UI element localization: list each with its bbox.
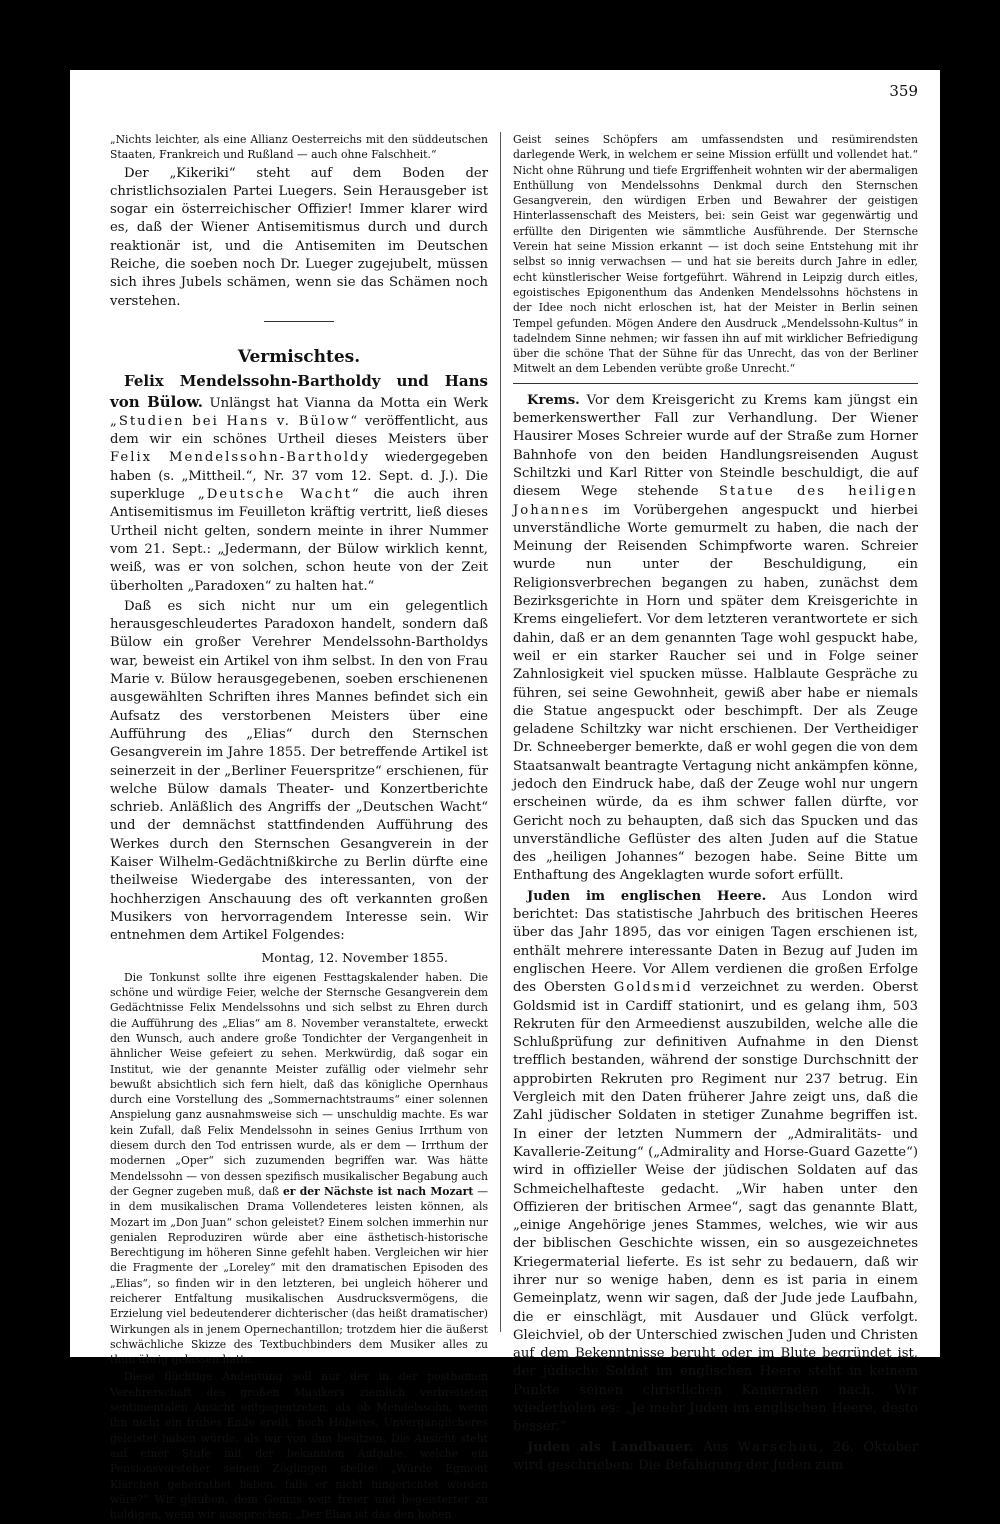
article-separator [513,383,918,384]
buelow-quote-2: Diese flüchtige Andeutung soll nur der in der posthumen Verehrerschaft des großen Musikers ziemlich verbreiteten sentimentalen Ansicht entgegentreten, als ob Mendelssohn, wenn ihn nicht ein frühes Ende ereilt, noch Höheres, Unvergänglicheres geleistet haben würde, als wir von ihm besitzen. Die Ansicht steht auf einer Stufe mit der bekannten Aufgabe, welche ein Pensionsvorsteher seinen Zöglingen stellte: „Würde Egmont Klärchen geheirathet haben, falls er nicht hingerichtet worden wäre?“ Wir glauben, dem Genius weit freier und begeisterter zu huldigen, wenn wir aussprechen: „Der Elias ist das den hohen [110,1370,488,1522]
quote-date: Montag, 12. November 1855. [261,950,448,966]
kikeriki-paragraph: Der „Kikeriki“ steht auf dem Boden der christlichsozialen Partei Luegers. Sein Herausgeber ist sogar ein österreichischer Offizier! Immer klarer wird es, daß der Wiener Antisemitismus durch und durch reaktionär ist, und die Antisemiten im Deutschen Reiche, die soeben noch Dr. Lueger zugejubelt, müssen sich ihres Jubels schämen, wenn sie das Schämen noch verstehen. [110,165,488,309]
article-title-heere: Juden im englischen Heere. [527,888,767,904]
buelow-quote-1: Die Tonkunst sollte ihre eigenen Festtagskalender haben. Die schöne und würdige Feier, welche der Sternsche Gesangverein dem Gedächtnisse Felix Mendelssohns und sich selbst zu Ehren durch die Aufführung des „Elias“ am 8. November veranstaltete, erweckt den Wunsch, auch andere große Tondichter der Vergangenheit in ähnlicher Weise gefeiert zu sehen. Merkwürdig, daß sogar ein Institut, wie der genannte Meister zufällig oder vielmehr sehr bewußt absichtlich sich fern hielt, daß das königliche Opernhaus durch eine Vorstellung des „Sommernachtstraums“ einer solennen Anspielung ganz ausnahmsweise sich — unschuldig machte. Es war kein Zufall, daß Felix Mendelssohn in seines Genius Irrthum von diesem durch den Tod entrissen wurde, als er dem — Irrthum der modernen „Oper“ sich zuzumenden begriffen war. Was hätte Mendelssohn — von dessen spezifisch musikalischer Begabung auch der Gegner zugeben muß, daß er der Nächste ist nach Mozart — in dem musikalischen Drama Vollendeteres leisten können, als Mozart im „Don Juan“ schon geleistet? Einem solchen immerhin nur genialen Reproduziren würde aber eine ästhetisch-historische Berechtigung im höheren Sinne gefehlt haben. Vergleichen wir hier die Fragmente der „Loreley“ mit den dramatischen Episoden des „Elias“, so finden wir in den letzteren, bei ungleich höherer und reicherer Entfaltung musikalischen Ausdrucksvermögens, die Erzielung viel bedeutenderer dichterischer (das heißt dramatischer) Wirkungen als in jenem Opernechantillon; trotzdem hier die äußerst schwächliche Skizze des Textbuchbinders dem Musiker alles zu thun übrig gelassen hatte. [110,970,488,1367]
column-rule [500,132,501,1332]
page-number: 359 [889,82,918,100]
article-landbauer: Juden als Landbauer. Aus Warschau, 26. Oktober wird geschrieben: Die Befähigung der Juden zum [513,1439,918,1473]
section-title: Vermischtes. [237,346,361,367]
article-title-landbauer: Juden als Landbauer. [527,1439,694,1455]
article-title-mendelssohn: Felix Mendelssohn-Bartholdy und Hans von Bülow. [110,372,488,411]
section-divider [264,321,334,322]
buelow-quote-continued: Geist seines Schöpfers am umfassendsten und resümirendsten darlegende Werk, in welchem er seine Mission erfüllt und vollendet hat.“ Nicht ohne Rührung und tiefe Ergriffenheit wohnten wir der abermaligen Enthüllung von Mendelssohns Denkmal durch den Sternschen Gesangverein, den würdigen Erben und Bewahrer der geistigen Hinterlassenschaft des Meisters, bei: sein Geist war gegenwärtig und erfüllte den Dirigenten wie sämmtliche Ausführende. Der Sternsche Verein hat seine Mission erkannt — ist doch seine Entstehung mit ihr selbst so innig verwachsen — und hat sie bereits durch Jahre in edler, echt künstlerischer Weise fortgeführt. Während in Leipzig durch eitles, egoistisches Epigonenthum das Andenken Mendelssohns höchstens in der Idee noch nicht erloschen ist, hat der Meister in Berlin seinen Tempel gefunden. Mögen Andere den Ausdruck „Mendelssohn-Kultus“ in tadelndem Sinne nehmen; wir fassen ihn auf mit wirklicher Befriedigung über die schöne That der Sühne für das Unrecht, das von der Berliner Mitwelt an dem Lebenden verübte große Unrecht.“ [513,133,918,376]
newspaper-page [70,70,940,1522]
right-column [513,132,918,1477]
article-title-krems: Krems. [527,392,580,408]
article-krems: Krems. Vor dem Kreisgericht zu Krems kam jüngst ein bemerkenswerther Fall zur Verhandlung. Der Wiener Hausirer Moses Schreier wurde auf der Straße zum Horner Bahnhofe von den beiden Handlungsreisenden August Schiltzki und Karl Ritter von Steindle beschuldigt, die auf diesem Wege stehende Statue des heiligen Johannes im Vorübergehen angespuckt und hierbei unverständliche Worte gemurmelt zu haben, die nach der Meinung der Reisenden Schimpfworte waren. Schreier wurde nun unter der Beschuldigung, ein Religionsverbrechen begangen zu haben, zunächst dem Bezirksgerichte in Horn und später dem Kreisgerichte in Krems eingeliefert. Vor dem letzteren verantwortete er sich dahin, daß er an dem genannten Tage wohl gespuckt habe, weil er ein starker Raucher sei und in Folge seiner Zahnlosigkeit viel spucken müsse. Halblaute Gespräche zu führen, sei seine Gewohnheit, gewiß aber habe er niemals die Statue angespuckt oder beschimpft. Der als Zeuge geladene Schiltzky war nicht erschienen. Der Vertheidiger Dr. Schneeberger bemerkte, daß er wohl gegen die von dem Staatsanwalt beantragte Vertagung nicht ankämpfen könne, jedoch den Eindruck habe, daß der Zeuge wohl nur ungern erscheinen würde, da es ihm schwer fallen dürfte, vor Gericht noch zu behaupten, daß sich das Spucken und das unverständliche Geflüster des alten Juden auf die Statue des „heiligen Johannes“ bezogen habe. Seine Bitte um Enthaftung des Angeklagten wurde sofort erfüllt. [513,392,918,884]
article-mendelssohn-body: Daß es sich nicht nur um ein gelegentlich herausgeschleudertes Paradoxon handelt, sondern daß Bülow ein großer Verehrer Mendelssohn-Bartholdys war, beweist ein Artikel von ihm selbst. In den von Frau Marie v. Bülow herausgegebenen, soeben erschienenen ausgewählten Schriften ihres Mannes befindet sich ein Aufsatz des verstorbenen Meisters über eine Aufführung des „Elias“ durch den Sternschen Gesangverein im Jahre 1855. Der betreffende Artikel ist seinerzeit in der „Berliner Feuerspritze“ erschienen, für welche Bülow damals Theater- und Konzertberichte schrieb. Anläßlich des Angriffs der „Deutschen Wacht“ und der demnächst stattfindenden Aufführung des Werkes durch den Sternschen Gesangverein in der Kaiser Wilhelm-Gedächtnißkirche zu Berlin dürfte eine theilweise Wiedergabe des interessanten, von der hochherzigen Anschauung des oft verkannten großen Musikers von hervorragendem Interesse sein. Wir entnehmen dem Artikel Folgendes: [110,598,488,944]
article-mendelssohn-intro: Felix Mendelssohn-Bartholdy und Hans von Bülow. Unlängst hat Vianna da Motta ein Werk „Studien bei Hans v. Bülow“ veröffentlicht, aus dem wir ein schönes Urtheil dieses Meisters über Felix Mendelssohn-Bartholdy wiedergegeben haben (s. „Mittheil.“, Nr. 37 vom 12. Sept. d. J.). Die superkluge „Deutsche Wacht“ die auch ihren Antisemitismus im Feuilleton kräftig vertritt, ließ dieses Urtheil nicht gelten, sondern meinte in ihrer Nummer vom 21. Sept.: „Jedermann, der Bülow wirklich kennt, weiß, was er von solchen, schon heute von der Zeit überholten „Paradoxen“ zu halten hat.“ [110,372,488,594]
intro-quote: „Nichts leichter, als eine Allianz Oesterreichs mit den süddeutschen Staaten, Frankreich und Rußland — auch ohne Falschheit.“ [110,133,488,162]
left-column [110,132,488,1524]
article-juden-heere: Juden im englischen Heere. Aus London wird berichtet: Das statistische Jahrbuch des britischen Heeres über das Jahr 1895, das vor einigen Tagen erschienen ist, enthält mehrere interessante Daten in Bezug auf Juden im englischen Heere. Vor Allem verdienen die großen Erfolge des Obersten Goldsmid verzeichnet zu werden. Oberst Goldsmid ist in Cardiff stationirt, und es gelang ihm, 503 Rekruten für den Armeedienst auszubilden, welche alle die Schlußprüfung zur definitiven Aufnahme in den Dienst trefflich bestanden, während der sonstige Durchschnitt der approbirten Rekruten pro Regiment nur 237 betrug. Ein Vergleich mit den Daten früherer Jahre zeigt uns, daß die Zahl jüdischer Soldaten in stetiger Zunahme begriffen ist. In einer der letzten Nummern der „Admiralitäts- und Kavallerie-Zeitung“ („Admirality and Horse-Guard Gazette“) wird in offizieller Weise der jüdischen Soldaten auf das Schmeichelhafteste gedacht. „Wir haben unter den Offizieren der britischen Armee“, sagt das genannte Blatt, „einige Angehörige jenes Stammes, welches, wie wir aus der biblischen Geschichte wissen, ein so ausgezeichnetes Kriegermaterial lieferte. Es ist sehr zu bedauern, daß wir ihrer nur so wenige haben, denn es ist paria in einem Gemeinplatz, wenn wir sagen, daß der Jude jede Laufbahn, die er einschlägt, mit Ausdauer und Glück verfolgt. Gleichviel, ob der Unterschied zwischen Juden und Christen auf dem Bekenntnisse beruht oder im Blute begründet ist, der jüdische Soldat im englischen Heere steht in keinem Punkte seinen christlichen Kameraden nach. Wir wiederholen es: „Je mehr Juden im englischen Heere, desto besser.“ [513,888,918,1435]
